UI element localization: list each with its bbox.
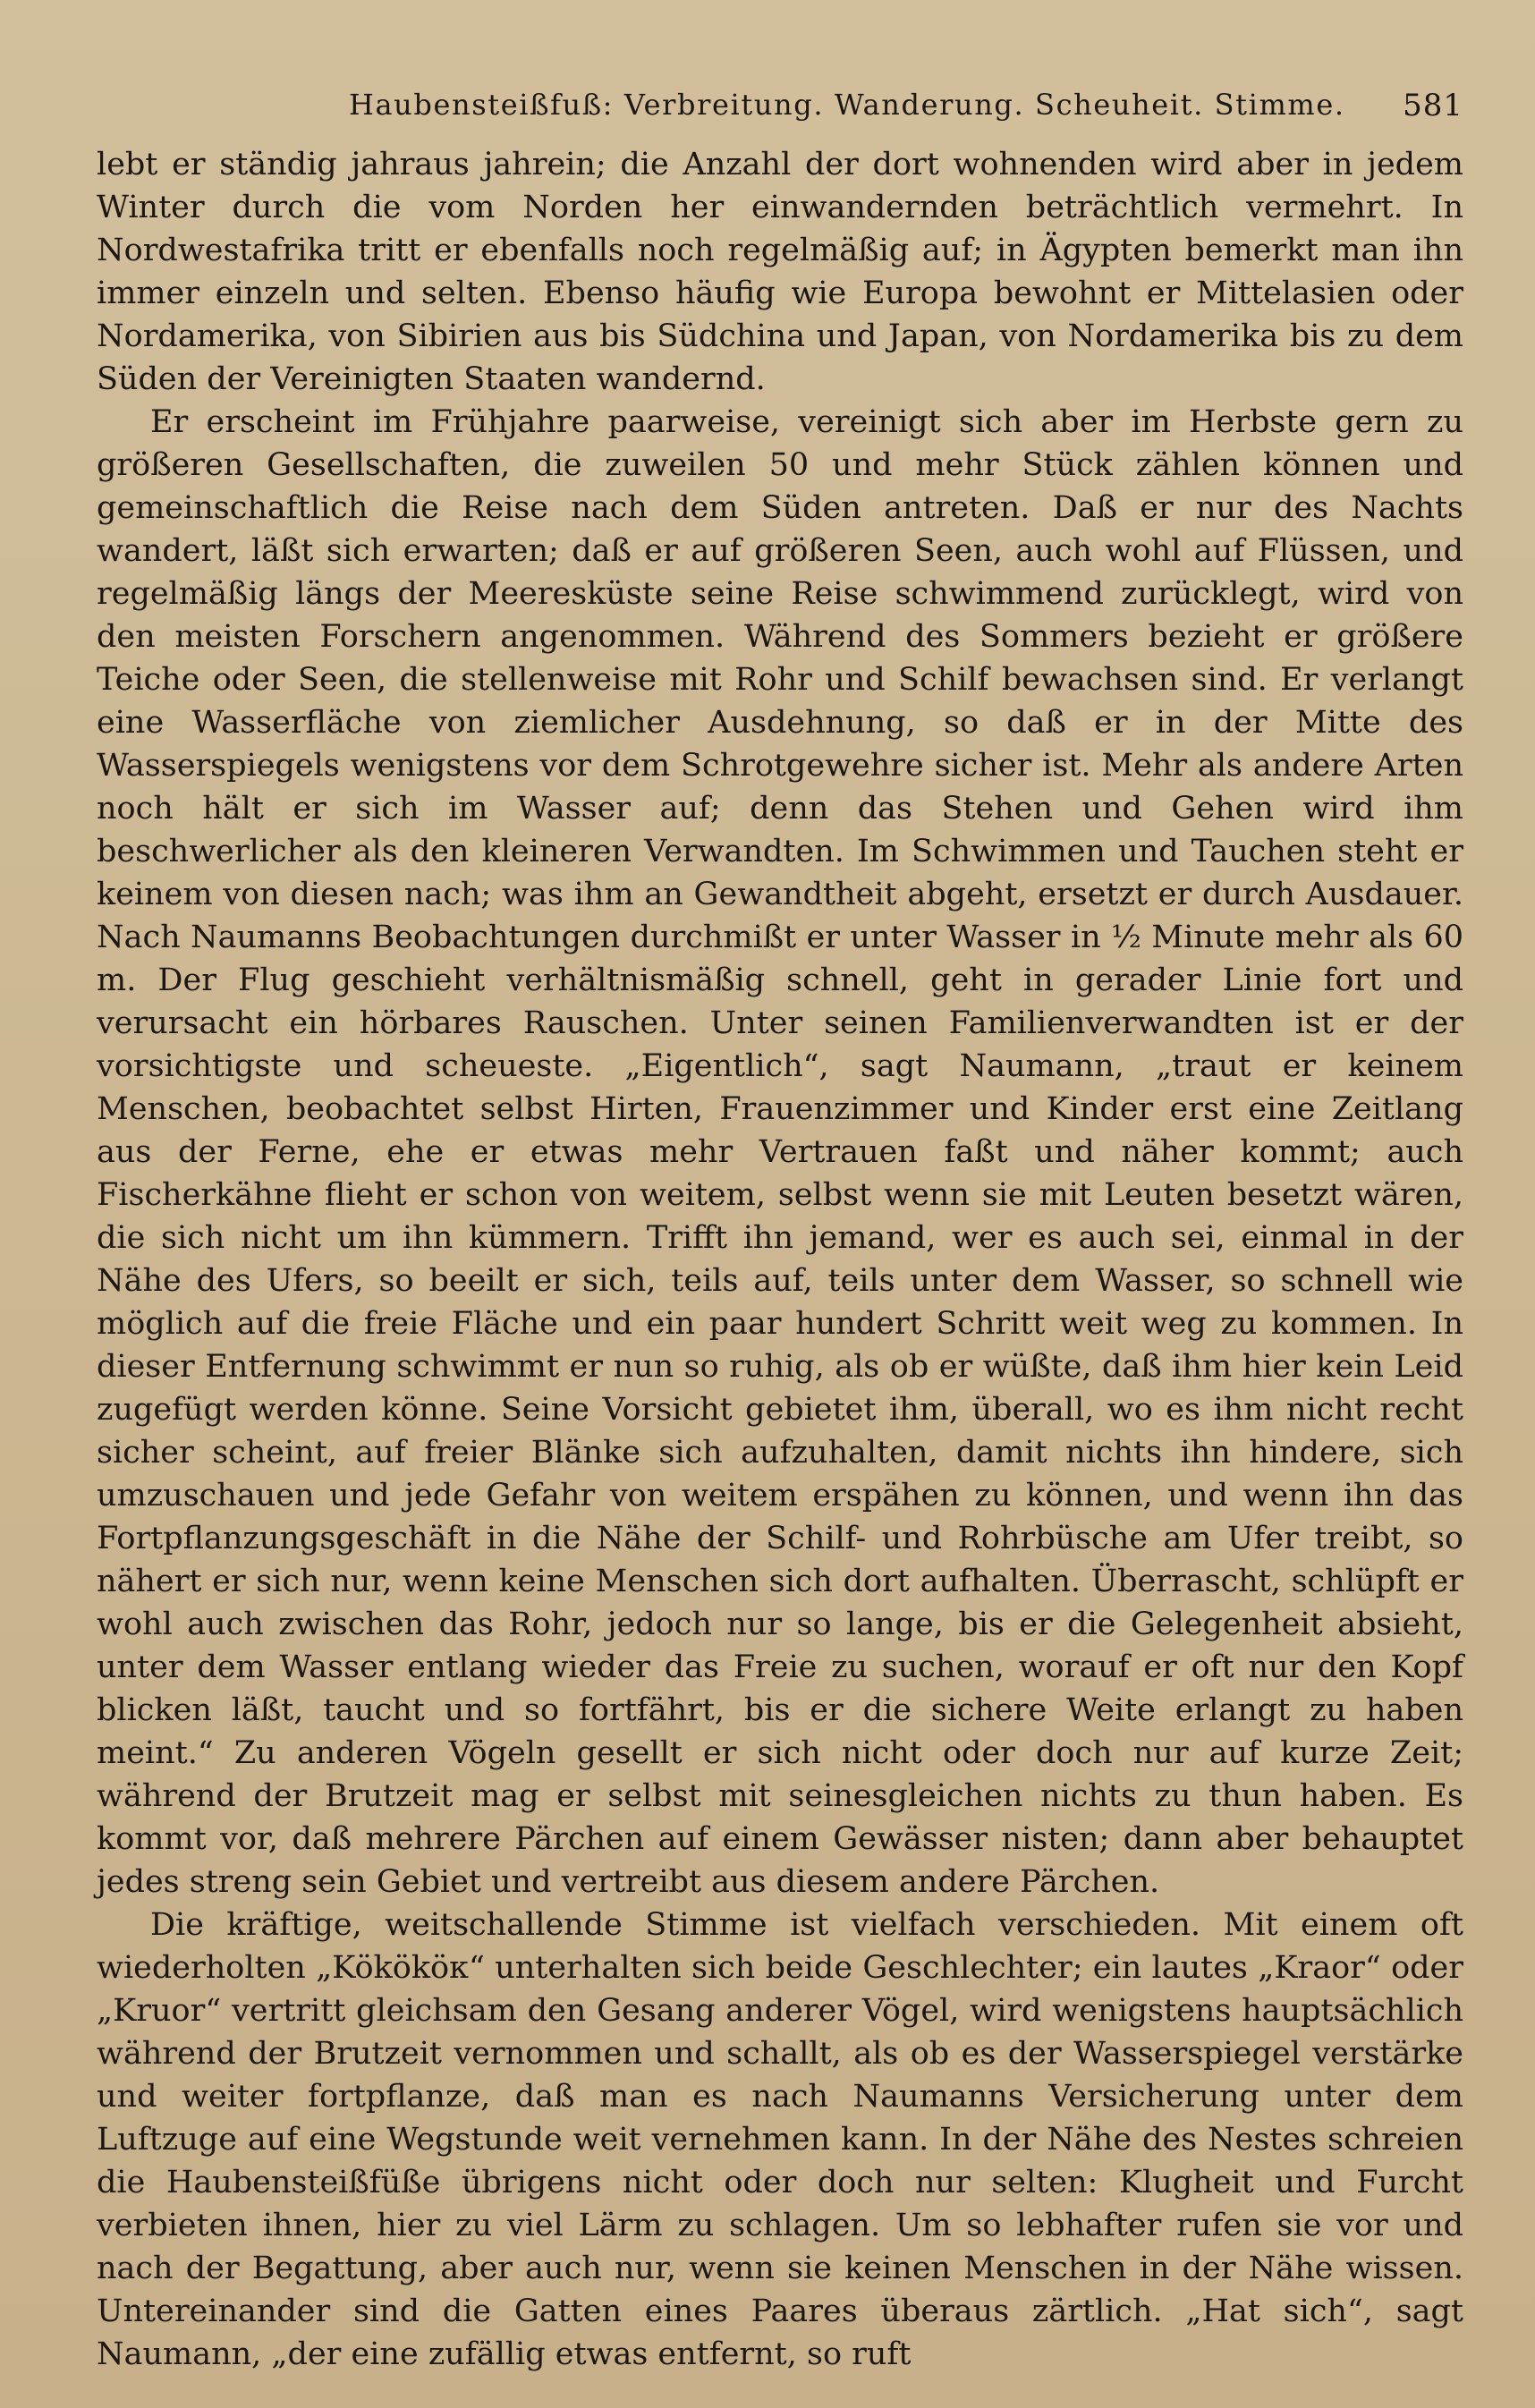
- paragraph-2: Er erscheint im Frühjahre paarweise, vereinigt sich aber im Herbste gern zu größeren Gesellschaften, die zuweilen 50 und mehr Stück zählen können und gemeinschaftlich die Reise nach dem Süden antreten. Daß er nur des Nachts wandert, läßt sich erwarten; daß er auf größeren Seen, auch wohl auf Flüssen, und regelmäßig längs der Meeresküste seine Reise schwimmend zurücklegt, wird von den meisten Forschern angenommen. Während des Sommers bezieht er größere Teiche oder Seen, die stellenweise mit Rohr und Schilf bewachsen sind. Er verlangt eine Wasserfläche von ziemlicher Ausdehnung, so daß er in der Mitte des Wasserspiegels wenigstens vor dem Schrotgewehre sicher ist. Mehr als andere Arten noch hält er sich im Wasser auf; denn das Stehen und Gehen wird ihm beschwerlicher als den kleineren Verwandten. Im Schwimmen und Tauchen steht er keinem von diesen nach; was ihm an Gewandtheit abgeht, ersetzt er durch Ausdauer. Nach Naumanns Beobachtungen durchmißt er unter Wasser in ½ Minute mehr als 60 m. Der Flug geschieht verhältnismäßig schnell, geht in gerader Linie fort und verursacht ein hörbares Rauschen. Unter seinen Familienverwandten ist er der vorsichtigste und scheueste. „Eigentlich“, sagt Naumann, „traut er keinem Menschen, beobachtet selbst Hirten, Frauenzimmer und Kinder erst eine Zeitlang aus der Ferne, ehe er etwas mehr Vertrauen faßt und näher kommt; auch Fischerkähne flieht er schon von weitem, selbst wenn sie mit Leuten besetzt wären, die sich nicht um ihn kümmern. Trifft ihn jemand, wer es auch sei, einmal in der Nähe des Ufers, so beeilt er sich, teils auf, teils unter dem Wasser, so schnell wie möglich auf die freie Fläche und ein paar hundert Schritt weit weg zu kommen. In dieser Entfernung schwimmt er nun so ruhig, als ob er wüßte, daß ihm hier kein Leid zugefügt werden könne. Seine Vorsicht gebietet ihm, überall, wo es ihm nicht recht sicher scheint, auf freier Blänke sich aufzuhalten, damit nichts ihn hindere, sich umzuschauen und jede Gefahr von weitem erspähen zu können, und wenn ihn das Fortpflanzungsgeschäft in die Nähe der Schilf- und Rohrbüsche am Ufer treibt, so nähert er sich nur, wenn keine Menschen sich dort aufhalten. Überrascht, schlüpft er wohl auch zwischen das Rohr, jedoch nur so lange, bis er die Gelegenheit absieht, unter dem Wasser entlang wieder das Freie zu suchen, worauf er oft nur den Kopf blicken läßt, taucht und so fortfährt, bis er die sichere Weite erlangt zu haben meint.“ Zu anderen Vögeln gesellt er sich nicht oder doch nur auf kurze Zeit; während der Brutzeit mag er selbst mit seinesgleichen nichts zu thun haben. Es kommt vor, daß mehrere Pärchen auf einem Gewässer nisten; dann aber behauptet jedes streng sein Gebiet und vertreibt aus diesem andere Pärchen.: [97, 404, 1463, 1900]
- paragraph-1: lebt er ständig jahraus jahrein; die Anzahl der dort wohnenden wird aber in jedem Winter durch die vom Norden her einwandernden beträchtlich vermehrt. In Nordwestafrika tritt er ebenfalls noch regelmäßig auf; in Ägypten bemerkt man ihn immer einzeln und selten. Ebenso häufig wie Europa bewohnt er Mittelasien oder Nordamerika, von Sibirien aus bis Südchina und Japan, von Nordamerika bis zu dem Süden der Vereinigten Staaten wandernd.: [97, 147, 1463, 397]
- paragraph-3: Die kräftige, weitschallende Stimme ist vielfach verschieden. Mit einem oft wiederholten „Kökököк“ unterhalten sich beide Geschlechter; ein lautes „Kraor“ oder „Kruor“ vertritt gleichsam den Gesang anderer Vögel, wird wenigstens hauptsächlich während der Brutzeit vernommen und schallt, als ob es der Wasserspiegel verstärke und weiter fortpflanze, daß man es nach Naumanns Versicherung unter dem Luftzuge auf eine Wegstunde weit vernehmen kann. In der Nähe des Nestes schreien die Haubensteißfüße übrigens nicht oder doch nur selten: Klugheit und Furcht verbieten ihnen, hier zu viel Lärm zu schlagen. Um so lebhafter rufen sie vor und nach der Begattung, aber auch nur, wenn sie keinen Menschen in der Nähe wissen. Untereinander sind die Gatten eines Paares überaus zärtlich. „Hat sich“, sagt Naumann, „der eine zufällig etwas entfernt, so ruft: [97, 1907, 1463, 2372]
- page-number: 581: [1403, 88, 1463, 123]
- running-title: Haubensteißfuß: Verbreitung. Wanderung. Scheuheit. Stimme.: [349, 88, 1345, 122]
- page-header: [97, 81, 1463, 134]
